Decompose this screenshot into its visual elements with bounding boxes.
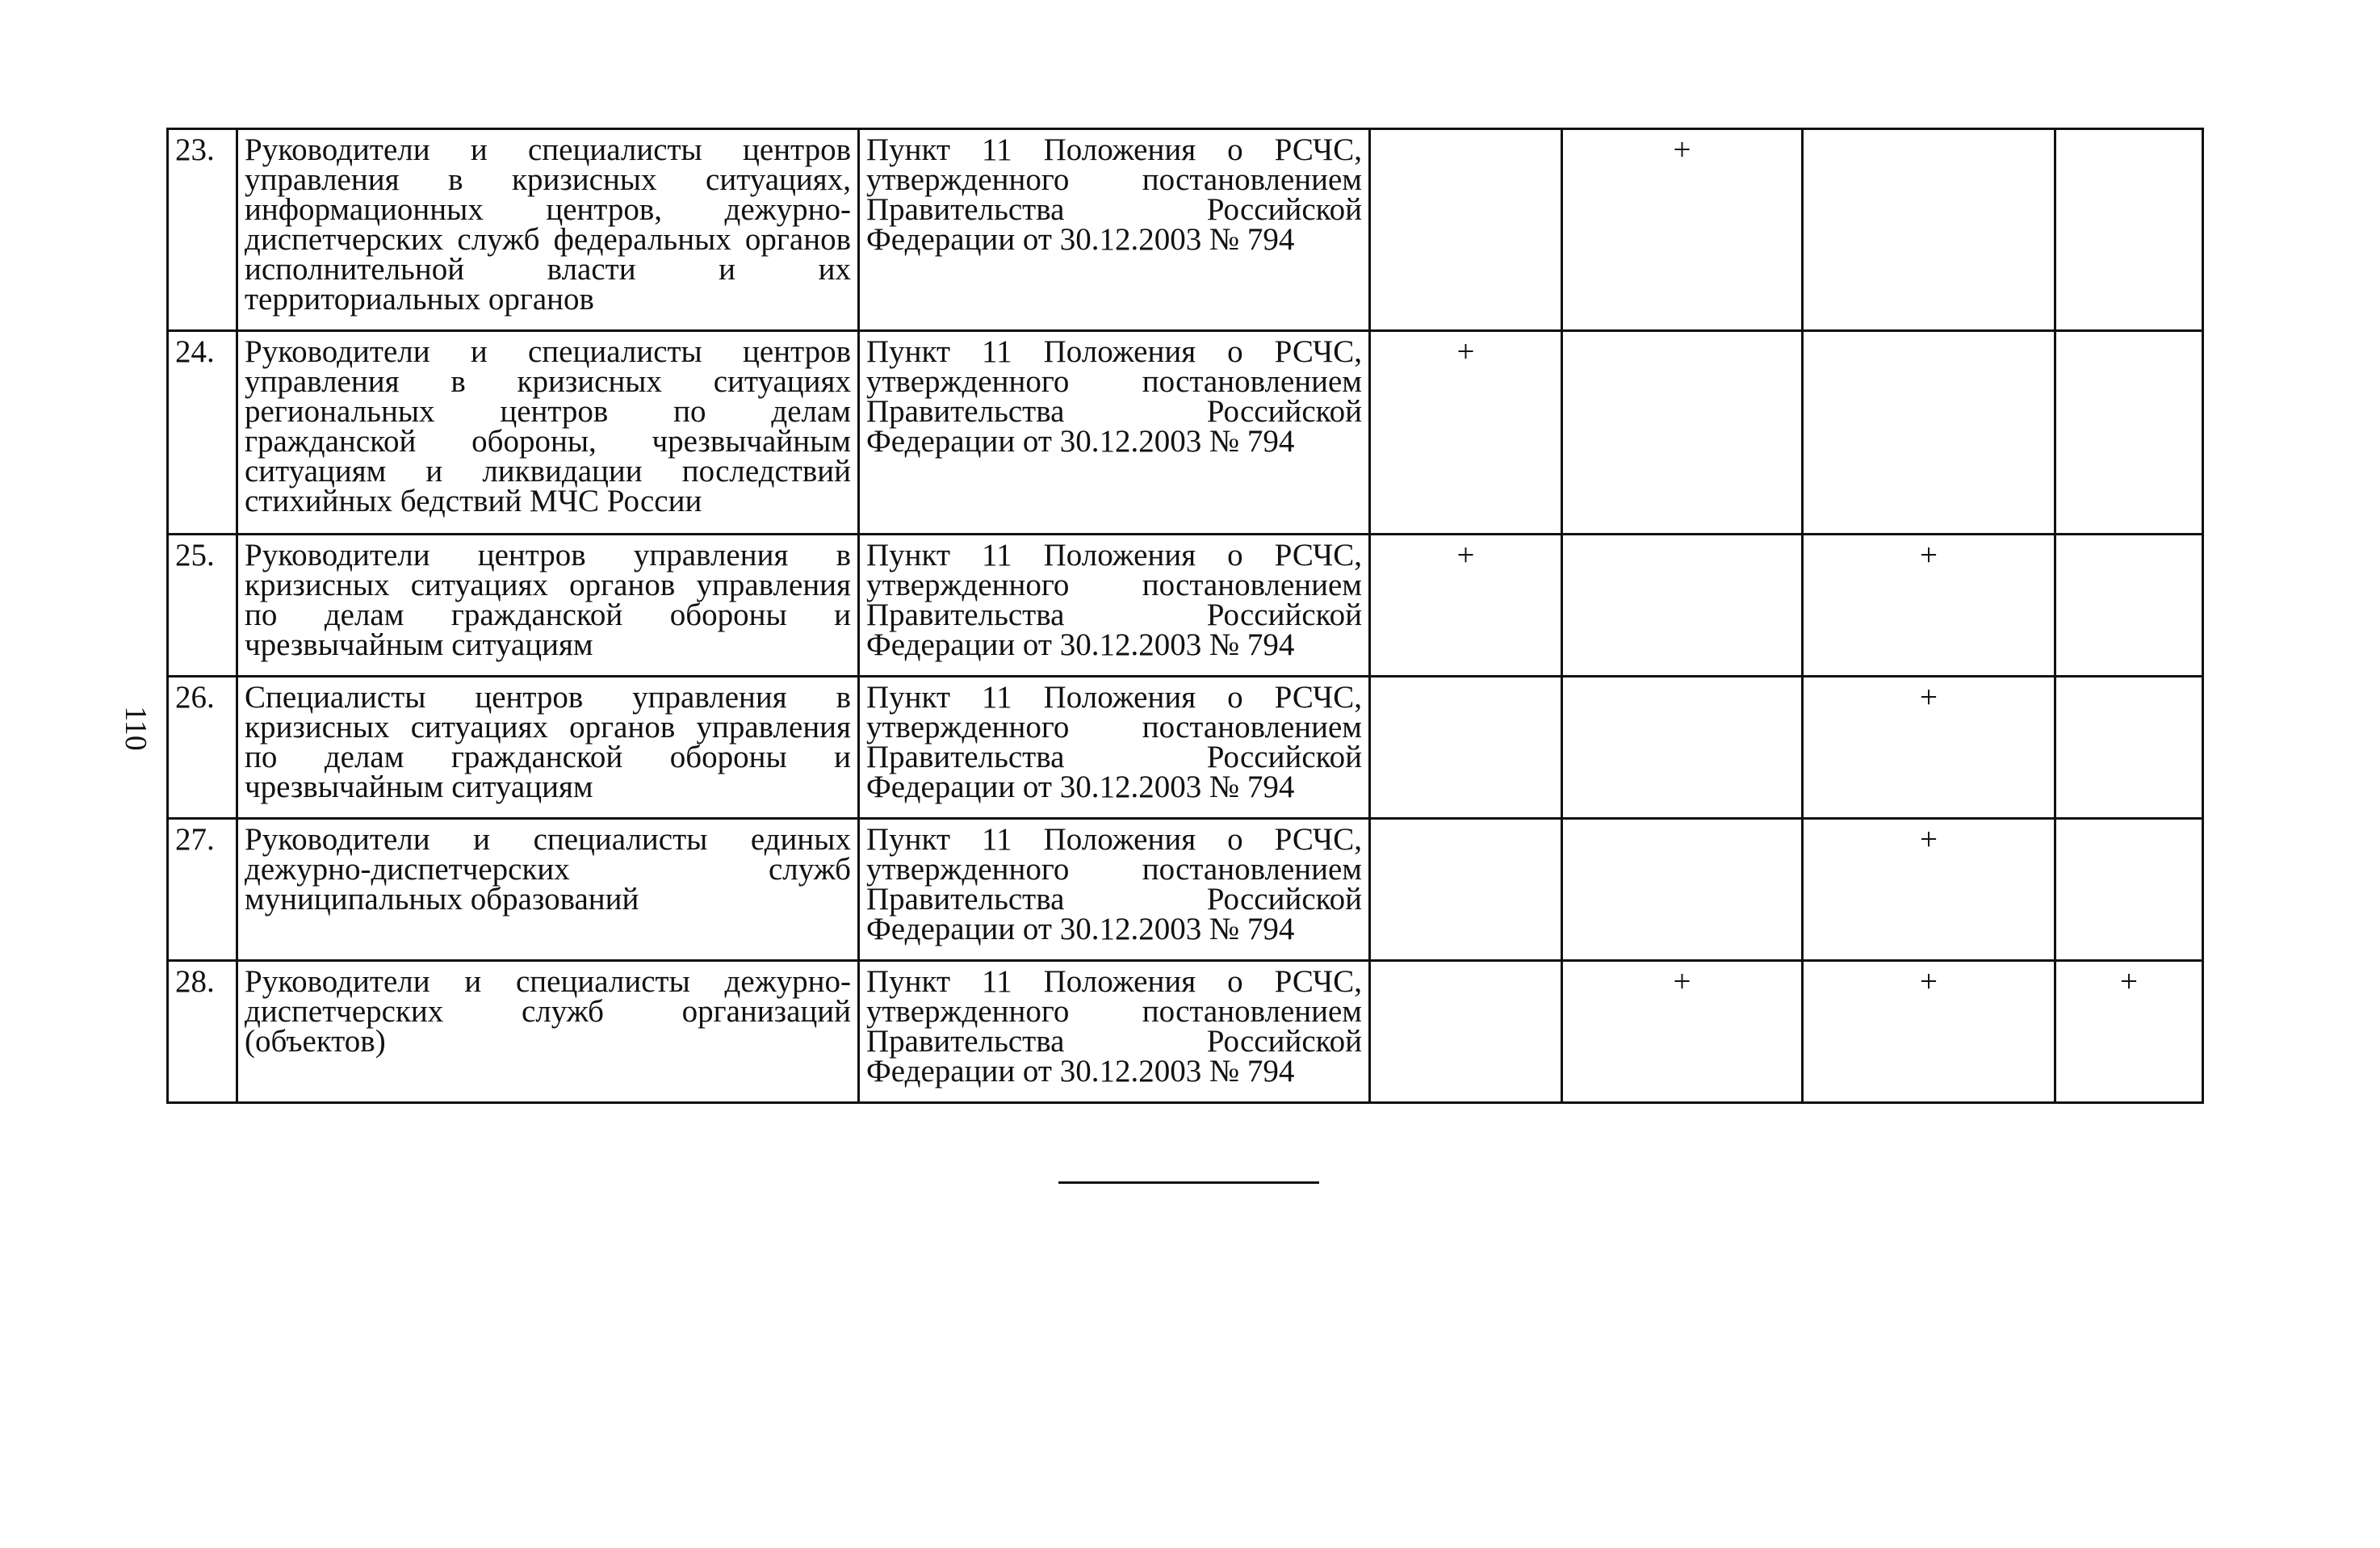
row-mark-col3 [1803, 331, 2055, 535]
row-mark-col2 [1562, 331, 1803, 535]
row-number: 27. [168, 819, 237, 961]
table-row [168, 819, 2203, 961]
row-description: Руководители и специалисты центров управления в кризисных ситуациях региональных центров по делам гражданской обороны, чрезвычайным ситуациям и ликвидации последствий стихийных бедствий МЧС России [237, 331, 859, 535]
row-description: Руководители и специалисты дежурно-диспетчерских служб организаций (объектов) [237, 961, 859, 1103]
page-number: 110 [119, 706, 153, 751]
row-legal-basis: Пункт 11 Положения о РСЧС, утвержденного постановлением Правительства Российской Федерации от 30.12.2003 № 794 [859, 535, 1370, 677]
row-description: Руководители центров управления в кризисных ситуациях органов управления по делам гражданской обороны и чрезвычайным ситуациям [237, 535, 859, 677]
row-mark-col1: + [1370, 331, 1562, 535]
row-mark-col2: + [1562, 961, 1803, 1103]
row-mark-col3: + [1803, 677, 2055, 819]
row-mark-col4 [2055, 677, 2203, 819]
row-mark-col4: + [2055, 961, 2203, 1103]
row-description: Руководители и специалисты центров управления в кризисных ситуациях, информационных центров, дежурно-диспетчерских служб федеральных органов исполнительной власти и их территориальных органов [237, 129, 859, 331]
row-legal-basis: Пункт 11 Положения о РСЧС, утвержденного постановлением Правительства Российской Федерации от 30.12.2003 № 794 [859, 677, 1370, 819]
row-mark-col3: + [1803, 535, 2055, 677]
row-mark-col4 [2055, 819, 2203, 961]
row-mark-col2 [1562, 677, 1803, 819]
row-mark-col4 [2055, 129, 2203, 331]
table-row [168, 535, 2203, 677]
row-mark-col2 [1562, 535, 1803, 677]
table-row [168, 129, 2203, 331]
table-row [168, 331, 2203, 535]
row-mark-col1: + [1370, 535, 1562, 677]
row-legal-basis: Пункт 11 Положения о РСЧС, утвержденного постановлением Правительства Российской Федерации от 30.12.2003 № 794 [859, 819, 1370, 961]
table-row [168, 677, 2203, 819]
row-number: 25. [168, 535, 237, 677]
row-mark-col3 [1803, 129, 2055, 331]
row-number: 28. [168, 961, 237, 1103]
training-table [166, 128, 2204, 1104]
closing-divider-line [1058, 1181, 1319, 1184]
row-description: Руководители и специалисты единых дежурно-диспетчерских служб муниципальных образований [237, 819, 859, 961]
row-mark-col1 [1370, 961, 1562, 1103]
table-row [168, 961, 2203, 1103]
row-mark-col3: + [1803, 961, 2055, 1103]
row-legal-basis: Пункт 11 Положения о РСЧС, утвержденного постановлением Правительства Российской Федерации от 30.12.2003 № 794 [859, 961, 1370, 1103]
row-mark-col4 [2055, 331, 2203, 535]
row-mark-col1 [1370, 129, 1562, 331]
row-mark-col2: + [1562, 129, 1803, 331]
row-mark-col1 [1370, 819, 1562, 961]
row-number: 26. [168, 677, 237, 819]
row-mark-col4 [2055, 535, 2203, 677]
row-mark-col3: + [1803, 819, 2055, 961]
row-number: 24. [168, 331, 237, 535]
row-legal-basis: Пункт 11 Положения о РСЧС, утвержденного постановлением Правительства Российской Федерации от 30.12.2003 № 794 [859, 129, 1370, 331]
row-number: 23. [168, 129, 237, 331]
row-description: Специалисты центров управления в кризисных ситуациях органов управления по делам гражданской обороны и чрезвычайным ситуациям [237, 677, 859, 819]
row-mark-col1 [1370, 677, 1562, 819]
row-mark-col2 [1562, 819, 1803, 961]
row-legal-basis: Пункт 11 Положения о РСЧС, утвержденного постановлением Правительства Российской Федерации от 30.12.2003 № 794 [859, 331, 1370, 535]
